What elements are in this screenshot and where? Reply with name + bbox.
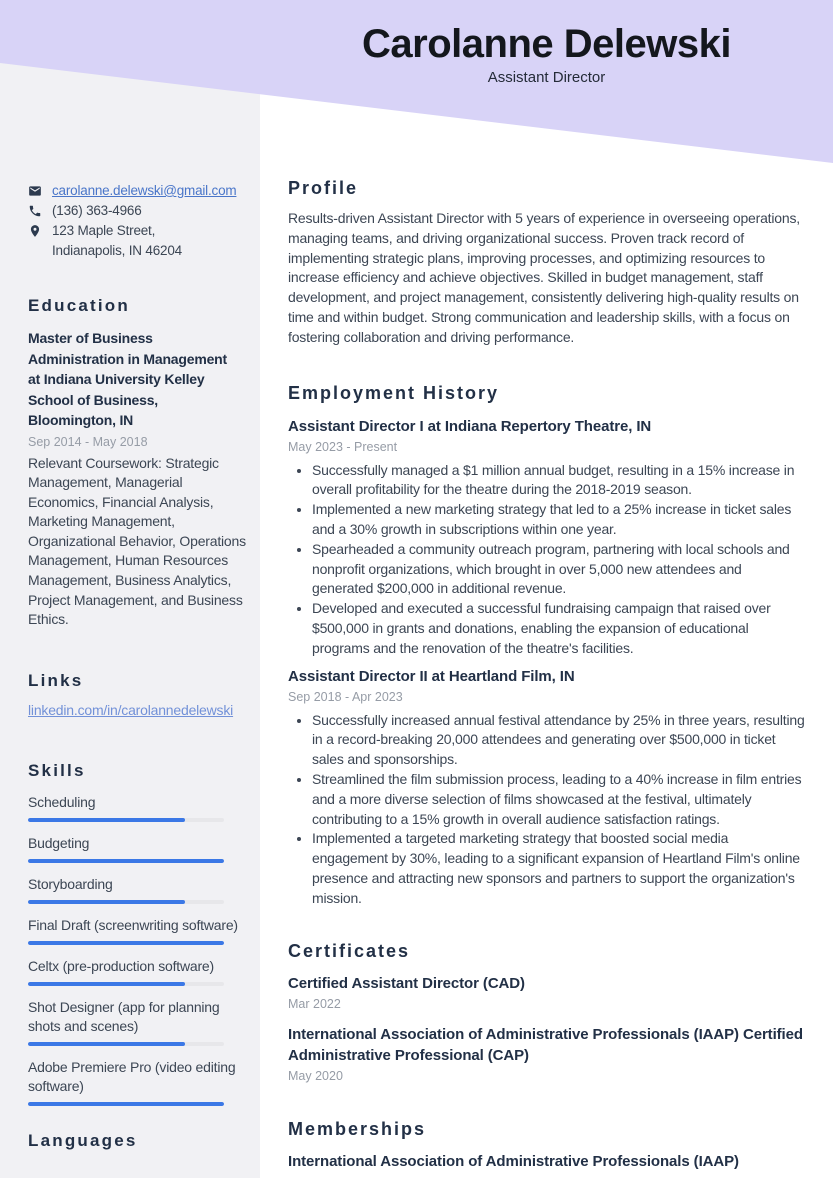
job-dates: May 2023 - Present (288, 439, 398, 454)
job-bullet: • Developed and executed a successful fundraising campaign that raised over $500,000 in grants and donations, enabling the expansion of educational programs and the renovation of the theatre's facilities. (312, 599, 805, 658)
skill-label: Adobe Premiere Pro (video editing software) (28, 1058, 236, 1094)
skill-bar-track (28, 941, 224, 945)
job-bullet: • Streamlined the film submission process, leading to a 40% increase in film entries and a more diverse selection of films showcased at the festival, ultimately contributing to a 15% growth in overall audience satisfaction ratings. (312, 770, 805, 829)
skill-bar-fill (28, 941, 224, 945)
skill-label: Final Draft (screenwriting software) (28, 916, 238, 933)
memberships-heading: Memberships (288, 1118, 427, 1139)
skill-label: Shot Designer (app for planning shots and scenes) (28, 998, 220, 1034)
certificate-title: Certified Assistant Director (CAD) (288, 974, 525, 992)
skill-label: Storyboarding (28, 875, 113, 892)
job-bullet-list (288, 461, 805, 659)
job-bullet: • Implemented a new marketing strategy that led to a 25% increase in ticket sales and a 30% growth in subscriptions within one year. (312, 500, 805, 540)
skill-label: Celtx (pre-production software) (28, 957, 214, 974)
membership-title: International Association of Administrative Professionals (IAAP) (288, 1152, 739, 1170)
job-bullet: • Spearheaded a community outreach program, partnering with local schools and nonprofit organizations, which brought in over 5,000 new attendees and generated $200,000 in additional revenue. (312, 540, 805, 599)
skill-bar-track (28, 982, 224, 986)
skill-bar-fill (28, 1102, 224, 1106)
skill-bar-fill (28, 1042, 185, 1046)
main-content (288, 176, 805, 1172)
job-bullet-list (288, 711, 805, 909)
job-title: Assistant Director II at Heartland Film, IN (288, 667, 575, 685)
skill-bar-track (28, 1042, 224, 1046)
certificate-date: May 2020 (288, 1068, 343, 1083)
envelope-icon (28, 184, 42, 198)
skill-bar-track (28, 900, 224, 904)
job-bullet: • Implemented a targeted marketing strategy that boosted social media engagement by 30%, leading to a significant expansion of Heartland Film's online presence and attracting new sponsors and partners to support the organization's mission. (312, 829, 805, 908)
employment-heading: Employment History (288, 382, 500, 403)
profile-heading: Profile (288, 178, 359, 198)
certificate-entry (288, 1024, 805, 1085)
job-entry (288, 417, 805, 659)
skill-item (28, 916, 250, 945)
skill-bar-fill (28, 859, 224, 863)
contact-phone-row (28, 201, 250, 221)
address-text (52, 221, 182, 261)
certificate-date: Mar 2022 (288, 996, 341, 1011)
job-title: Assistant Director I at Indiana Repertory Theatre, IN (288, 417, 652, 435)
contact-email-row (28, 181, 250, 201)
job-entry (288, 667, 805, 909)
phone-number: (136) 363-4966 (52, 203, 142, 218)
phone-icon (28, 204, 42, 218)
linkedin-link[interactable]: linkedin.com/in/carolannedelewski (28, 701, 234, 718)
person-job-title: Assistant Director (487, 69, 606, 86)
job-dates: Sep 2018 - Apr 2023 (288, 689, 403, 704)
skill-label: Budgeting (28, 834, 90, 851)
skill-bar-track (28, 859, 224, 863)
education-coursework: Relevant Coursework: Strategic Management, Managerial Economics, Financial Analysis, Marketing Management, Organizational Behavior, Operations Management, Human Resources Management, Business Analytics, Project Management, and Business Ethics. (28, 454, 246, 628)
resume-header (260, 22, 833, 87)
skill-item (28, 875, 250, 904)
certificate-title: International Association of Administrative Professionals (IAAP) Certified Administrative Professional (CAP) (288, 1025, 803, 1064)
address-line-2: Indianapolis, IN 46204 (52, 243, 182, 258)
job-bullet: • Successfully managed a $1 million annual budget, resulting in a 15% increase in overall profitability for the theatre during the 2018-2019 season. (312, 461, 805, 501)
contact-address-row (28, 221, 250, 261)
certificate-entry (288, 973, 805, 1013)
skill-item (28, 1058, 250, 1106)
education-heading: Education (28, 296, 130, 315)
education-dates: Sep 2014 - May 2018 (28, 434, 148, 449)
skill-bar-fill (28, 982, 185, 986)
skill-item (28, 793, 250, 822)
skill-label: Scheduling (28, 793, 96, 810)
map-pin-icon (28, 224, 42, 238)
email-link[interactable]: carolanne.delewski@gmail.com (52, 183, 237, 198)
certificates-heading: Certificates (288, 940, 411, 961)
skill-bar-fill (28, 818, 185, 822)
skills-heading: Skills (28, 760, 86, 780)
links-heading: Links (28, 670, 84, 690)
job-bullet: • Successfully increased annual festival attendance by 25% in three years, resulting in a record-breaking 20,000 attendees and generating over $500,000 in ticket sales and sponsorships. (312, 711, 805, 770)
education-degree: Master of Business Administration in Management at Indiana University Kelley School of Business, Bloomington, IN (28, 330, 227, 428)
skill-item (28, 834, 250, 863)
sidebar (28, 181, 250, 1152)
languages-heading: Languages (28, 1130, 138, 1150)
skill-item (28, 957, 250, 986)
address-line-1: 123 Maple Street, (52, 223, 156, 238)
person-name: Carolanne Delewski (362, 22, 731, 66)
skill-bar-track (28, 1102, 224, 1106)
skill-item (28, 998, 250, 1046)
profile-text: Results-driven Assistant Director with 5 years of experience in overseeing operations, managing teams, and driving organizational success. Proven track record of implementing strategic plans, improving processes, and optimizing resources to increase efficiency and achieve objectives. Skilled in budget management, staff development, and project management, consistently delivering high-quality results on time and within budget. Strong communication and leadership skills, with a focus on fostering collaboration and driving performance. (288, 210, 800, 345)
skill-bar-track (28, 818, 224, 822)
skill-bar-fill (28, 900, 185, 904)
